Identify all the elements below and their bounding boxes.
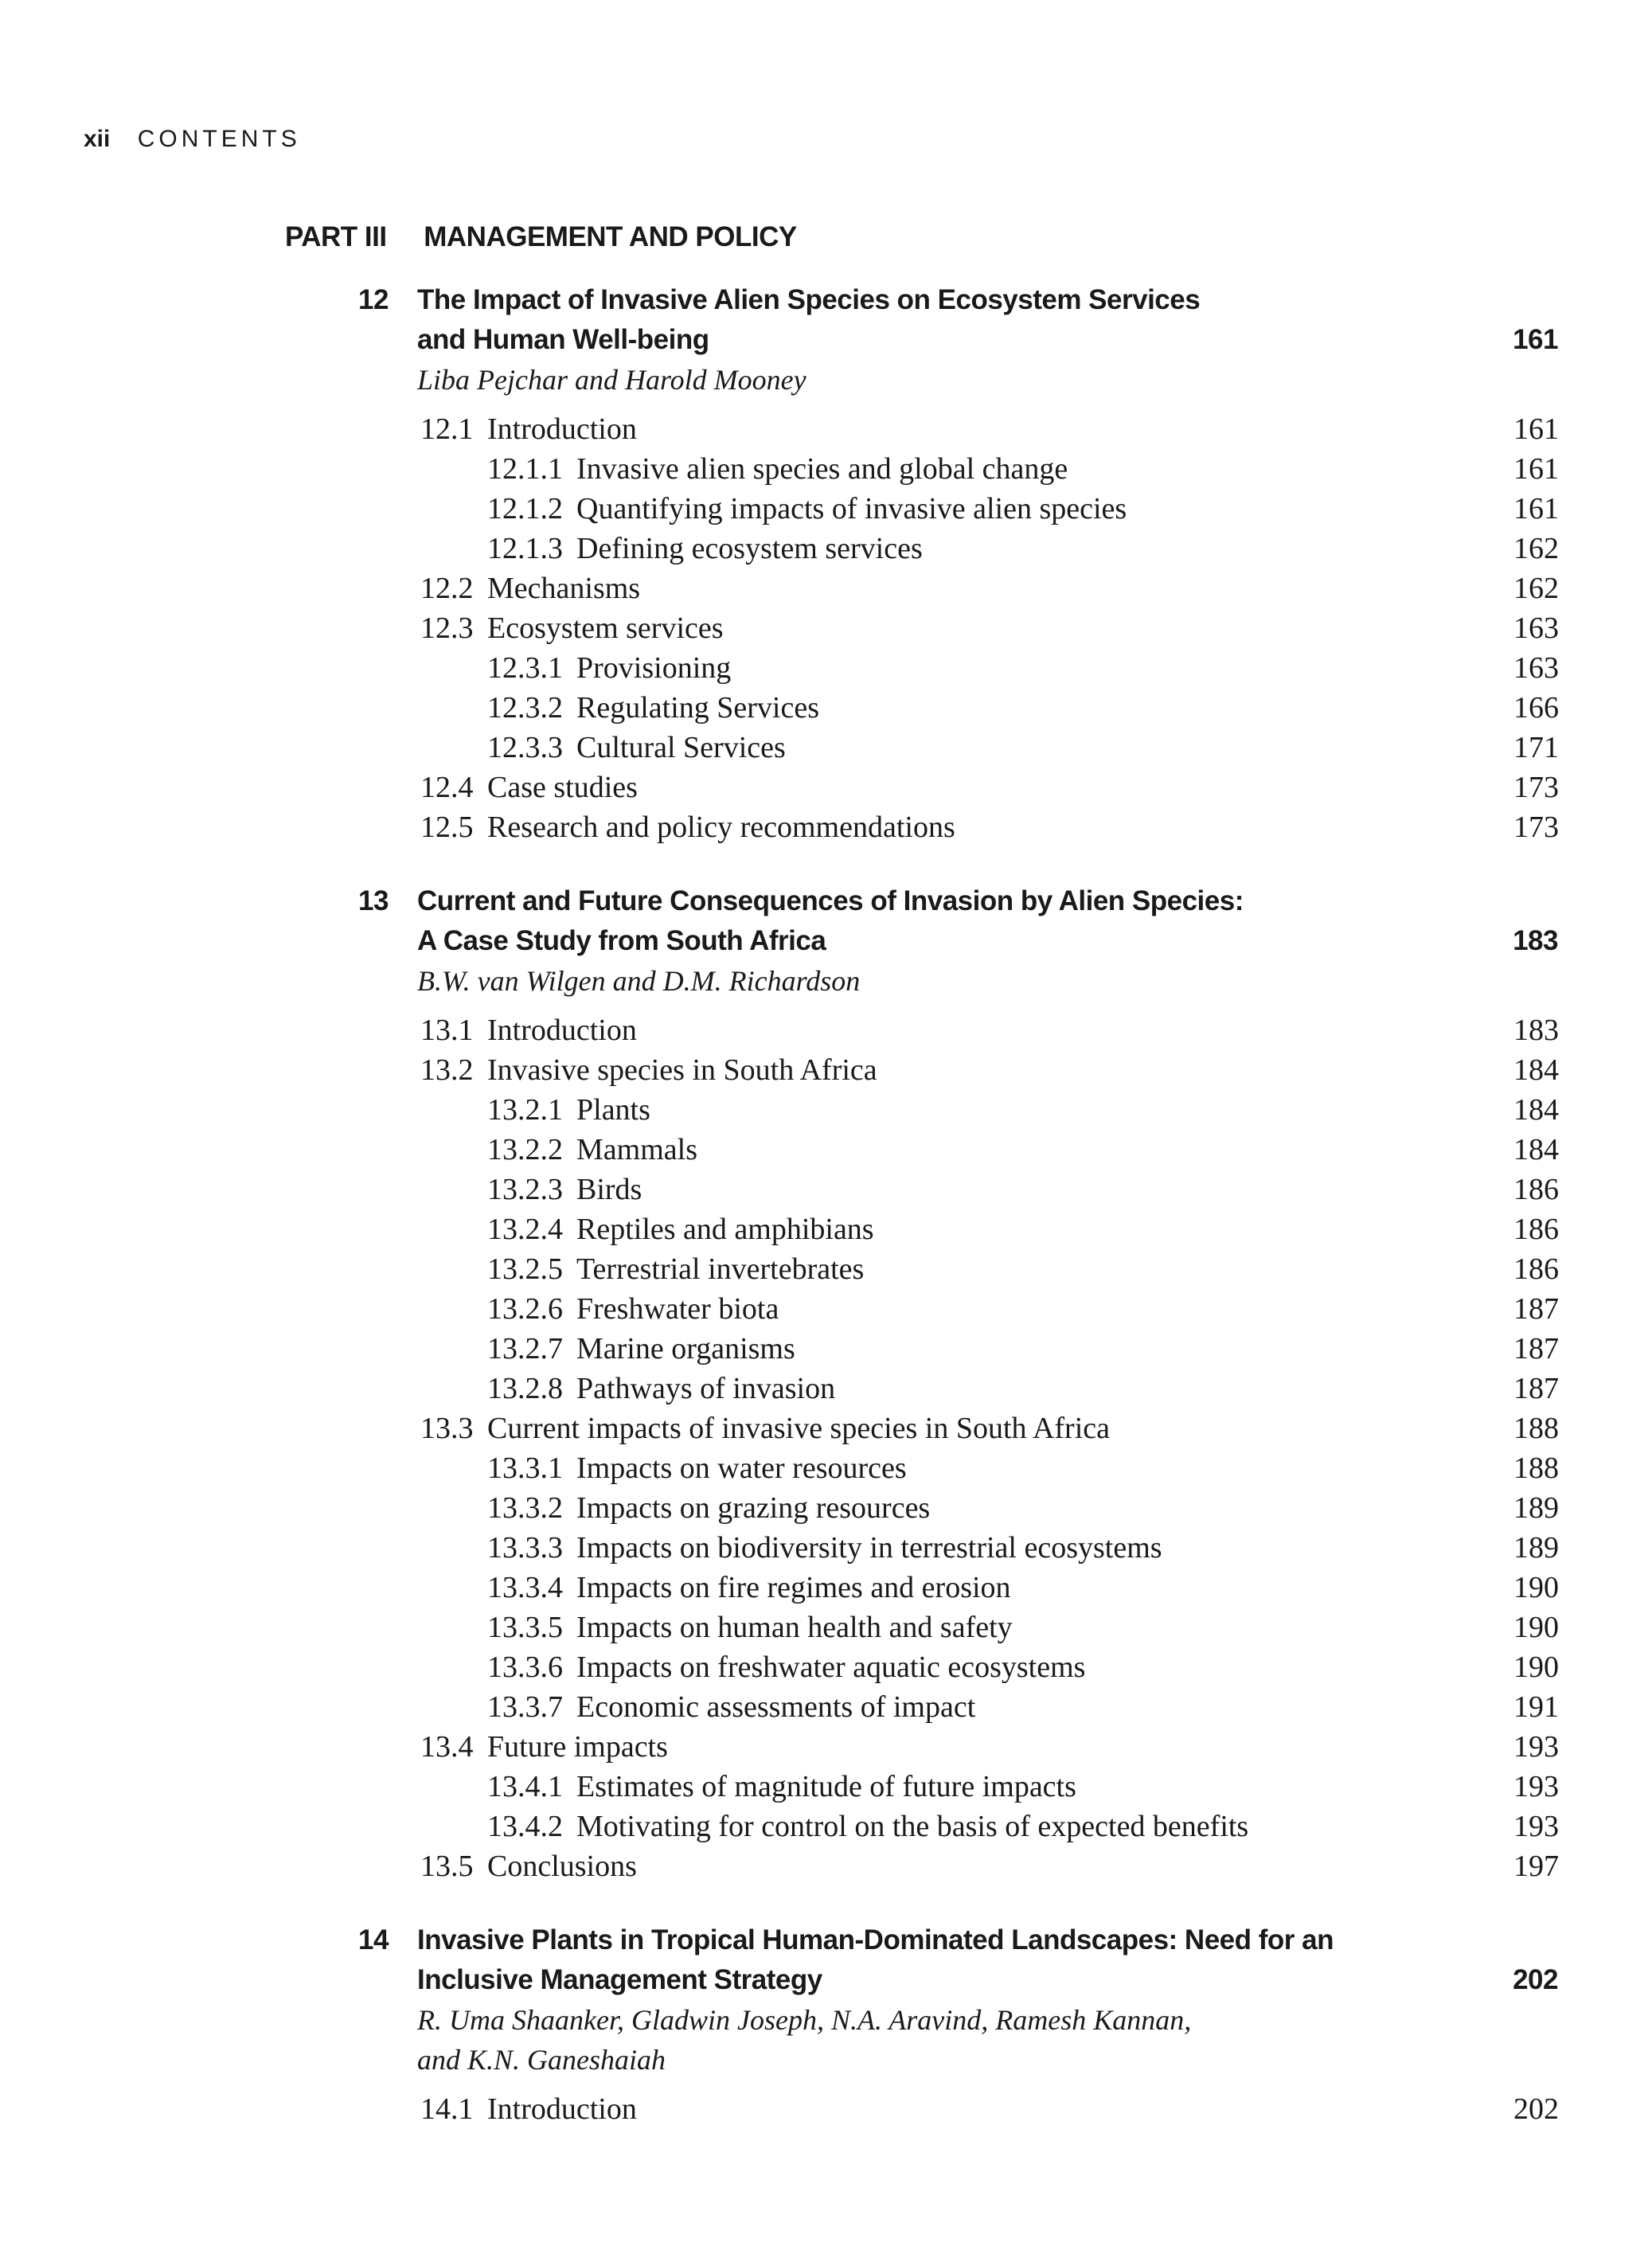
toc-entry	[0, 728, 1652, 768]
section-page: 188	[1513, 1412, 1559, 1445]
section-page: 193	[1513, 1770, 1559, 1803]
toc-entry	[0, 1647, 1652, 1687]
section-title: Current impacts of invasive species in South Africa	[487, 1412, 1110, 1445]
chapter-title-line	[0, 1960, 1652, 2000]
section-page: 162	[1513, 572, 1559, 605]
section-title: Birds	[576, 1173, 642, 1206]
section-page: 187	[1513, 1332, 1559, 1365]
toc-entry	[0, 1170, 1652, 1209]
running-head	[84, 126, 301, 153]
chapter-title-line	[0, 881, 1652, 921]
section-page: 184	[1513, 1093, 1559, 1127]
section-title: Case studies	[487, 771, 638, 804]
section-page: 187	[1513, 1292, 1559, 1326]
toc-entry	[0, 1329, 1652, 1369]
section-page: 193	[1513, 1810, 1559, 1843]
toc-entry	[0, 1807, 1652, 1846]
section-page: 190	[1513, 1611, 1559, 1644]
section-number: 13.3.2	[487, 1491, 563, 1525]
toc-entry	[0, 489, 1652, 529]
section-page: 161	[1513, 412, 1559, 446]
section-title: Marine organisms	[576, 1332, 795, 1365]
chapter-title: The Impact of Invasive Alien Species on Ecosystem Services	[417, 284, 1201, 315]
toc-entry	[0, 1568, 1652, 1608]
chapter-number: 14	[358, 1924, 389, 1955]
section-number: 13.2.5	[487, 1252, 563, 1286]
toc-entry	[0, 807, 1652, 847]
chapter-title: Current and Future Consequences of Invasion by Alien Species:	[417, 885, 1244, 916]
toc-entry	[0, 1249, 1652, 1289]
toc-entry	[0, 1408, 1652, 1448]
toc-entry	[0, 1528, 1652, 1568]
section-page: 173	[1513, 811, 1559, 844]
chapter-14	[0, 1920, 1652, 2129]
chapter-number: 12	[358, 284, 389, 315]
section-title: Impacts on water resources	[576, 1451, 907, 1485]
chapter-page: 202	[1513, 1964, 1558, 1995]
section-number: 13.3.3	[487, 1531, 563, 1565]
toc-entry	[0, 1448, 1652, 1488]
section-title: Impacts on grazing resources	[576, 1491, 931, 1525]
toc-entry	[0, 409, 1652, 449]
section-number: 13.3.5	[487, 1611, 563, 1644]
section-page: 202	[1513, 2092, 1559, 2126]
section-page: 188	[1513, 1451, 1559, 1485]
section-title: Impacts on biodiversity in terrestrial ecosystems	[576, 1531, 1162, 1565]
section-page: 163	[1513, 611, 1559, 645]
section-title: Impacts on freshwater aquatic ecosystems	[576, 1651, 1086, 1684]
section-page: 190	[1513, 1571, 1559, 1604]
section-page: 171	[1513, 731, 1559, 764]
chapter-13	[0, 881, 1652, 1886]
section-number: 13.2.2	[487, 1133, 563, 1166]
section-number: 13.2.3	[487, 1173, 563, 1206]
section-title: Pathways of invasion	[576, 1372, 836, 1405]
chapter-title-line	[0, 1920, 1652, 1960]
section-number: 12.2	[420, 572, 474, 605]
section-title: Mechanisms	[487, 572, 641, 605]
section-list	[0, 409, 1652, 847]
toc-entry	[0, 768, 1652, 807]
section-title: Introduction	[487, 2092, 637, 2126]
section-number: 13.4	[420, 1730, 474, 1764]
chapter-authors: and K.N. Ganeshaiah	[417, 2044, 666, 2076]
section-title: Reptiles and amphibians	[576, 1213, 874, 1246]
section-page: 189	[1513, 1531, 1559, 1565]
section-page: 162	[1513, 532, 1559, 565]
section-number: 13.2.8	[487, 1372, 563, 1405]
toc-entry	[0, 449, 1652, 489]
section-page: 173	[1513, 771, 1559, 804]
section-title: Motivating for control on the basis of expected benefits	[576, 1810, 1249, 1843]
toc-entry	[0, 1010, 1652, 1050]
section-page: 161	[1513, 452, 1559, 486]
chapter-title-line	[0, 921, 1652, 961]
section-number: 12.3	[420, 611, 474, 645]
section-number: 12.3.3	[487, 731, 563, 764]
section-title: Impacts on human health and safety	[576, 1611, 1013, 1644]
section-title: Mammals	[576, 1133, 697, 1166]
section-page: 161	[1513, 492, 1559, 525]
section-title: Introduction	[487, 412, 637, 446]
chapter-authors: B.W. van Wilgen and D.M. Richardson	[417, 965, 861, 997]
section-title: Estimates of magnitude of future impacts	[576, 1770, 1076, 1803]
section-list	[0, 1010, 1652, 1886]
chapter-title: A Case Study from South Africa	[417, 925, 826, 956]
chapter-number: 13	[358, 885, 389, 916]
section-number: 13.5	[420, 1850, 474, 1883]
chapter-page: 183	[1513, 925, 1558, 956]
section-number: 13.4.1	[487, 1770, 563, 1803]
chapter-authors: Liba Pejchar and Harold Mooney	[417, 364, 806, 396]
toc-entry	[0, 608, 1652, 648]
section-number: 12.3.2	[487, 691, 563, 725]
chapter-title-line	[0, 320, 1652, 360]
section-number: 12.3.1	[487, 651, 563, 685]
chapter-title: Invasive Plants in Tropical Human-Dominated Landscapes: Need for an	[417, 1924, 1334, 1955]
toc-entry	[0, 1687, 1652, 1727]
toc-entry	[0, 1727, 1652, 1767]
section-page: 184	[1513, 1053, 1559, 1087]
section-title: Terrestrial invertebrates	[576, 1252, 865, 1286]
toc-entry	[0, 1209, 1652, 1249]
section-number: 12.1	[420, 412, 474, 446]
section-title: Conclusions	[487, 1850, 637, 1883]
section-number: 13.3.7	[487, 1690, 563, 1724]
section-title: Regulating Services	[576, 691, 819, 725]
toc-entry	[0, 1767, 1652, 1807]
section-title: Cultural Services	[576, 731, 786, 764]
section-number: 13.4.2	[487, 1810, 563, 1843]
section-page: 197	[1513, 1850, 1559, 1883]
section-page: 191	[1513, 1690, 1559, 1724]
section-title: Provisioning	[576, 651, 732, 685]
section-title: Economic assessments of impact	[576, 1690, 976, 1724]
section-number: 12.4	[420, 771, 474, 804]
toc-entry	[0, 529, 1652, 568]
section-title: Freshwater biota	[576, 1292, 779, 1326]
section-title: Future impacts	[487, 1730, 668, 1764]
section-title: Research and policy recommendations	[487, 811, 955, 844]
running-title: CONTENTS	[137, 126, 301, 152]
section-title: Plants	[576, 1093, 650, 1127]
section-title: Invasive species in South Africa	[487, 1053, 877, 1087]
chapter-page: 161	[1513, 324, 1558, 355]
toc-entry	[0, 568, 1652, 608]
section-title: Impacts on fire regimes and erosion	[576, 1571, 1011, 1604]
toc-entry	[0, 1488, 1652, 1528]
section-page: 183	[1513, 1014, 1559, 1047]
section-page: 186	[1513, 1213, 1559, 1246]
section-page: 163	[1513, 651, 1559, 685]
section-number: 13.3.4	[487, 1571, 563, 1604]
section-page: 184	[1513, 1133, 1559, 1166]
section-page: 186	[1513, 1252, 1559, 1286]
section-page: 189	[1513, 1491, 1559, 1525]
section-number: 13.1	[420, 1014, 474, 1047]
section-number: 13.3	[420, 1412, 474, 1445]
section-title: Quantifying impacts of invasive alien species	[576, 492, 1127, 525]
toc-entry	[0, 688, 1652, 728]
section-page: 186	[1513, 1173, 1559, 1206]
part-heading	[285, 221, 797, 253]
chapter-title-line	[0, 280, 1652, 320]
section-page: 190	[1513, 1651, 1559, 1684]
section-title: Defining ecosystem services	[576, 532, 923, 565]
section-list	[0, 2089, 1652, 2129]
toc-entry	[0, 1050, 1652, 1090]
section-title: Ecosystem services	[487, 611, 724, 645]
section-page: 187	[1513, 1372, 1559, 1405]
chapter-authors: R. Uma Shaanker, Gladwin Joseph, N.A. Aravind, Ramesh Kannan,	[417, 2004, 1192, 2036]
section-number: 12.5	[420, 811, 474, 844]
section-number: 13.3.6	[487, 1651, 563, 1684]
section-title: Introduction	[487, 1014, 637, 1047]
part-title: MANAGEMENT AND POLICY	[424, 221, 797, 252]
section-title: Invasive alien species and global change	[576, 452, 1068, 486]
section-number: 13.2.1	[487, 1093, 563, 1127]
section-number: 13.3.1	[487, 1451, 563, 1485]
section-page: 166	[1513, 691, 1559, 725]
toc-entry	[0, 1130, 1652, 1170]
section-number: 12.1.1	[487, 452, 563, 486]
toc-entry	[0, 648, 1652, 688]
toc-entry	[0, 1608, 1652, 1647]
chapter-title: and Human Well-being	[417, 324, 709, 355]
section-page: 193	[1513, 1730, 1559, 1764]
chapter-12	[0, 280, 1652, 847]
section-number: 13.2.4	[487, 1213, 563, 1246]
toc-entry	[0, 1369, 1652, 1408]
page-folio: xii	[84, 126, 111, 152]
toc-entry	[0, 1289, 1652, 1329]
section-number: 13.2.7	[487, 1332, 563, 1365]
section-number: 13.2.6	[487, 1292, 563, 1326]
section-number: 14.1	[420, 2092, 474, 2126]
section-number: 12.1.2	[487, 492, 563, 525]
chapter-title: Inclusive Management Strategy	[417, 1964, 822, 1995]
section-number: 12.1.3	[487, 532, 563, 565]
toc-entry	[0, 1090, 1652, 1130]
section-number: 13.2	[420, 1053, 474, 1087]
toc-entry	[0, 1846, 1652, 1886]
part-label: PART III	[285, 221, 387, 252]
toc-entry	[0, 2089, 1652, 2129]
